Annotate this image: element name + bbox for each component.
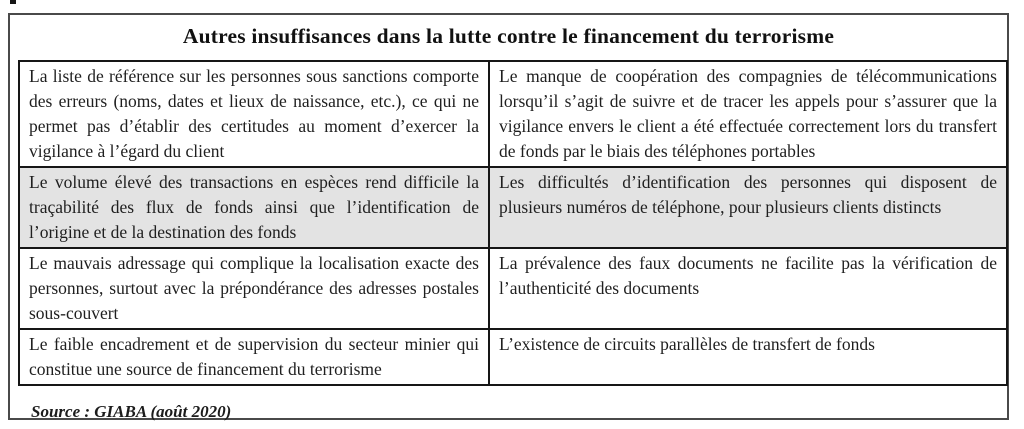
scan-artifact xyxy=(10,0,16,4)
table-cell: Le faible encadrement et de supervision du secteur minier qui constitue une source de financement du terrorisme xyxy=(19,329,489,385)
table-row xyxy=(19,329,1007,385)
table-cell: Le mauvais adressage qui complique la localisation exacte des personnes, surtout avec la prépondérance des adresses postales sous-couvert xyxy=(19,248,489,329)
insuffisances-table xyxy=(18,60,1008,386)
table-row xyxy=(19,248,1007,329)
table-title: Autres insuffisances dans la lutte contre le financement du terrorisme xyxy=(182,24,835,48)
table-cell: La prévalence des faux documents ne facilite pas la vérification de l’authenticité des documents xyxy=(489,248,1007,329)
table-row xyxy=(19,167,1007,248)
table-cell: L’existence de circuits parallèles de transfert de fonds xyxy=(489,329,1007,385)
table-cell: Le volume élevé des transactions en espèces rend difficile la traçabilité des flux de fonds ainsi que l’identification de l’origine et de la destination des fonds xyxy=(19,167,489,248)
source-note: Source : GIABA (août 2020) xyxy=(31,402,232,421)
table-frame xyxy=(8,13,1009,420)
table-cell: Le manque de coopération des compagnies de télécommunications lorsqu’il s’agit de suivre et de tracer les appels pour s’assurer que la vigilance envers le client a été effectuée correctement lors du transfert de fonds par le biais des téléphones portables xyxy=(489,61,1007,167)
table-row xyxy=(19,61,1007,167)
table-cell: La liste de référence sur les personnes sous sanctions comporte des erreurs (noms, dates et lieux de naissance, etc.), ce qui ne permet pas d’établir des certitudes au moment d’exercer la vigilance à l’égard du client xyxy=(19,61,489,167)
table-cell: Les difficultés d’identification des personnes qui disposent de plusieurs numéros de téléphone, pour plusieurs clients distincts xyxy=(489,167,1007,248)
